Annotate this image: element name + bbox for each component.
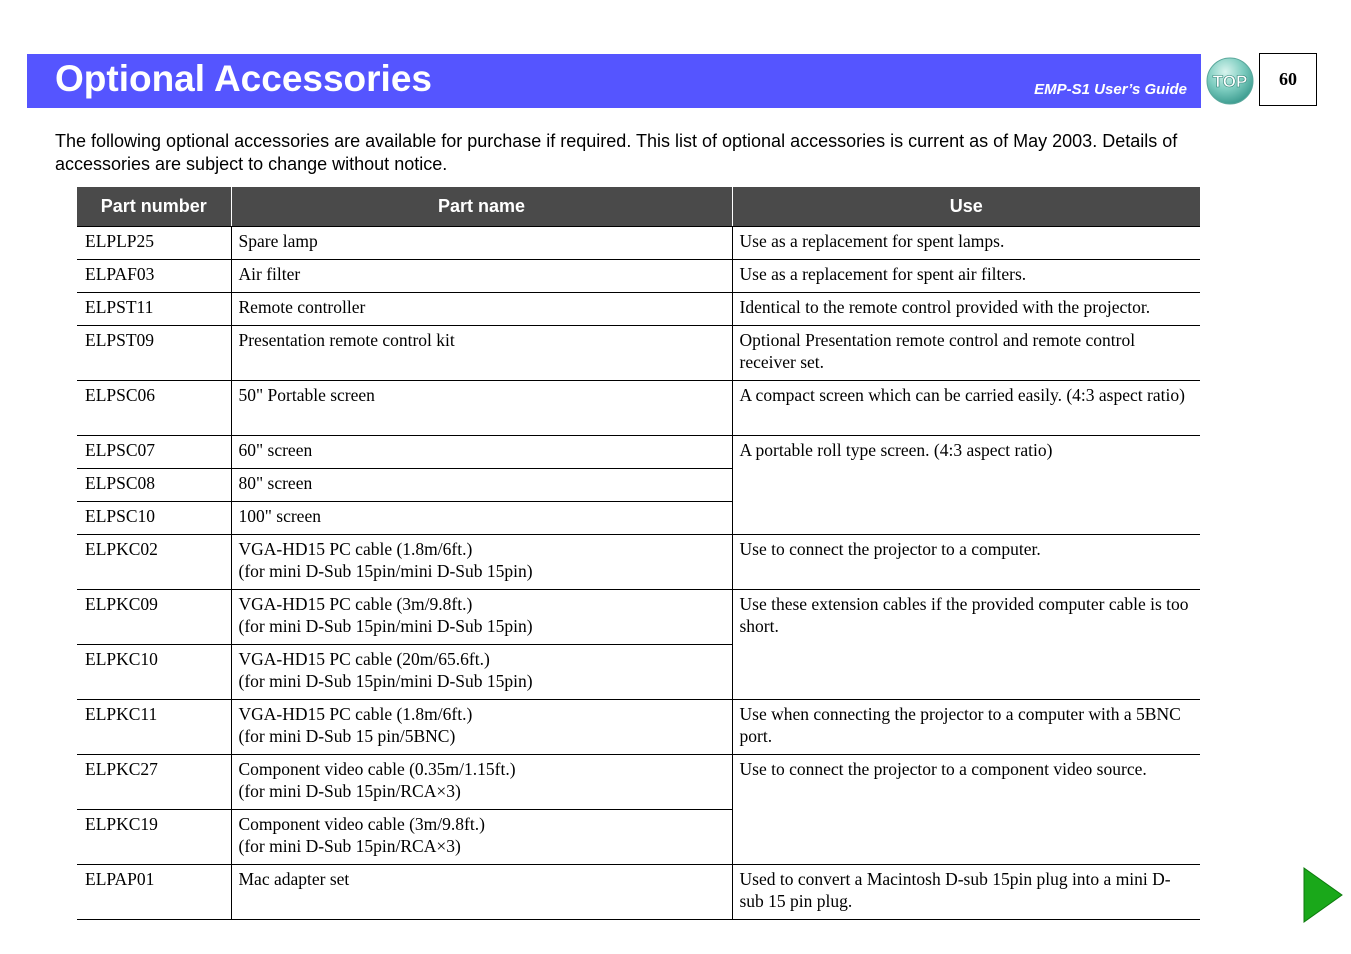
part-name-line: (for mini D-Sub 15pin/RCA×3)	[238, 835, 461, 856]
part-number-cell: ELPKC19	[77, 810, 231, 865]
table-row	[77, 293, 1200, 326]
use-cell: Use as a replacement for spent lamps.	[732, 227, 1200, 260]
intro-paragraph: The following optional accessories are available for purchase if required. This list of optional accessories is current as of May 2003. Details of accessories are subject to change without notice.	[55, 131, 1178, 174]
part-number-cell: ELPSC10	[77, 502, 231, 535]
part-name-cell	[231, 865, 732, 920]
use-cell: Use when connecting the projector to a computer with a 5BNC port.	[732, 700, 1200, 755]
table-row	[77, 436, 1200, 469]
table-row	[77, 590, 1200, 645]
part-number-cell: ELPKC02	[77, 535, 231, 590]
table-row	[77, 535, 1200, 590]
part-name-cell	[231, 810, 732, 865]
part-name-line: (for mini D-Sub 15 pin/5BNC)	[238, 725, 456, 746]
table-row	[77, 326, 1200, 381]
part-number-cell: ELPAP01	[77, 865, 231, 920]
part-number-cell: ELPAF03	[77, 260, 231, 293]
part-name-cell	[231, 645, 732, 700]
part-name-cell	[231, 535, 732, 590]
use-cell: Used to convert a Macintosh D-sub 15pin plug into a mini D-sub 15 pin plug.	[732, 865, 1200, 920]
part-name-cell	[231, 293, 732, 326]
part-name-line: 50" Portable screen	[238, 385, 375, 405]
part-name-line: VGA-HD15 PC cable (20m/65.6ft.)	[238, 649, 490, 669]
table-header-row	[77, 187, 1200, 227]
part-name-cell	[231, 590, 732, 645]
use-cell: Use to connect the projector to a component video source.	[732, 755, 1200, 865]
header-bar	[27, 54, 1201, 108]
table-row	[77, 227, 1200, 260]
part-name-line: Remote controller	[238, 297, 366, 317]
part-name-cell	[231, 469, 732, 502]
part-name-line: (for mini D-Sub 15pin/mini D-Sub 15pin)	[238, 615, 533, 636]
part-number-cell: ELPKC27	[77, 755, 231, 810]
part-name-line: (for mini D-Sub 15pin/mini D-Sub 15pin)	[238, 560, 533, 581]
part-name-line: Presentation remote control kit	[238, 330, 455, 350]
part-name-line: Component video cable (3m/9.8ft.)	[238, 814, 485, 834]
next-page-arrow-icon[interactable]	[1302, 866, 1344, 924]
table-row	[77, 865, 1200, 920]
part-name-line: VGA-HD15 PC cable (1.8m/6ft.)	[238, 539, 473, 559]
part-number-cell: ELPSC07	[77, 436, 231, 469]
part-number-cell: ELPKC11	[77, 700, 231, 755]
part-name-line: Air filter	[238, 264, 301, 284]
part-name-line: (for mini D-Sub 15pin/mini D-Sub 15pin)	[238, 670, 533, 691]
part-number-cell: ELPST09	[77, 326, 231, 381]
part-name-cell	[231, 260, 732, 293]
top-button-label: TOP	[1212, 72, 1248, 91]
part-name-line: Component video cable (0.35m/1.15ft.)	[238, 759, 516, 779]
use-cell: Use as a replacement for spent air filters.	[732, 260, 1200, 293]
column-header-part-number: Part number	[77, 187, 231, 227]
guide-name: EMP-S1 User’s Guide	[1034, 81, 1187, 98]
part-name-cell	[231, 700, 732, 755]
part-name-cell	[231, 326, 732, 381]
page-title: Optional Accessories	[55, 58, 432, 99]
part-number-cell: ELPSC06	[77, 381, 231, 436]
part-name-cell	[231, 502, 732, 535]
part-name-cell	[231, 436, 732, 469]
part-number-cell: ELPSC08	[77, 469, 231, 502]
use-cell: Identical to the remote control provided with the projector.	[732, 293, 1200, 326]
use-cell: Use to connect the projector to a computer.	[732, 535, 1200, 590]
use-cell: Optional Presentation remote control and remote control receiver set.	[732, 326, 1200, 381]
use-cell: A compact screen which can be carried easily. (4:3 aspect ratio)	[732, 381, 1200, 436]
column-header-use: Use	[732, 187, 1200, 227]
part-name-line: 80" screen	[238, 473, 313, 493]
use-cell: Use these extension cables if the provided computer cable is too short.	[732, 590, 1200, 700]
part-name-cell	[231, 381, 732, 436]
part-number-cell: ELPLP25	[77, 227, 231, 260]
table-row	[77, 381, 1200, 436]
part-name-line: 60" screen	[238, 440, 313, 460]
part-name-line: 100" screen	[238, 506, 321, 526]
part-number-cell: ELPKC09	[77, 590, 231, 645]
page-number: 60	[1259, 53, 1317, 106]
part-name-cell	[231, 227, 732, 260]
part-name-line: Spare lamp	[238, 231, 318, 251]
part-name-line: (for mini D-Sub 15pin/RCA×3)	[238, 780, 461, 801]
accessories-table	[77, 187, 1200, 920]
part-number-cell: ELPST11	[77, 293, 231, 326]
part-name-line: VGA-HD15 PC cable (3m/9.8ft.)	[238, 594, 473, 614]
part-name-line: VGA-HD15 PC cable (1.8m/6ft.)	[238, 704, 473, 724]
part-number-cell: ELPKC10	[77, 645, 231, 700]
table-row	[77, 260, 1200, 293]
column-header-part-name: Part name	[231, 187, 732, 227]
part-name-cell	[231, 755, 732, 810]
part-name-line: Mac adapter set	[238, 869, 350, 889]
table-row	[77, 755, 1200, 810]
use-cell: A portable roll type screen. (4:3 aspect ratio)	[732, 436, 1200, 535]
table-row	[77, 700, 1200, 755]
top-button[interactable]	[1205, 56, 1255, 106]
